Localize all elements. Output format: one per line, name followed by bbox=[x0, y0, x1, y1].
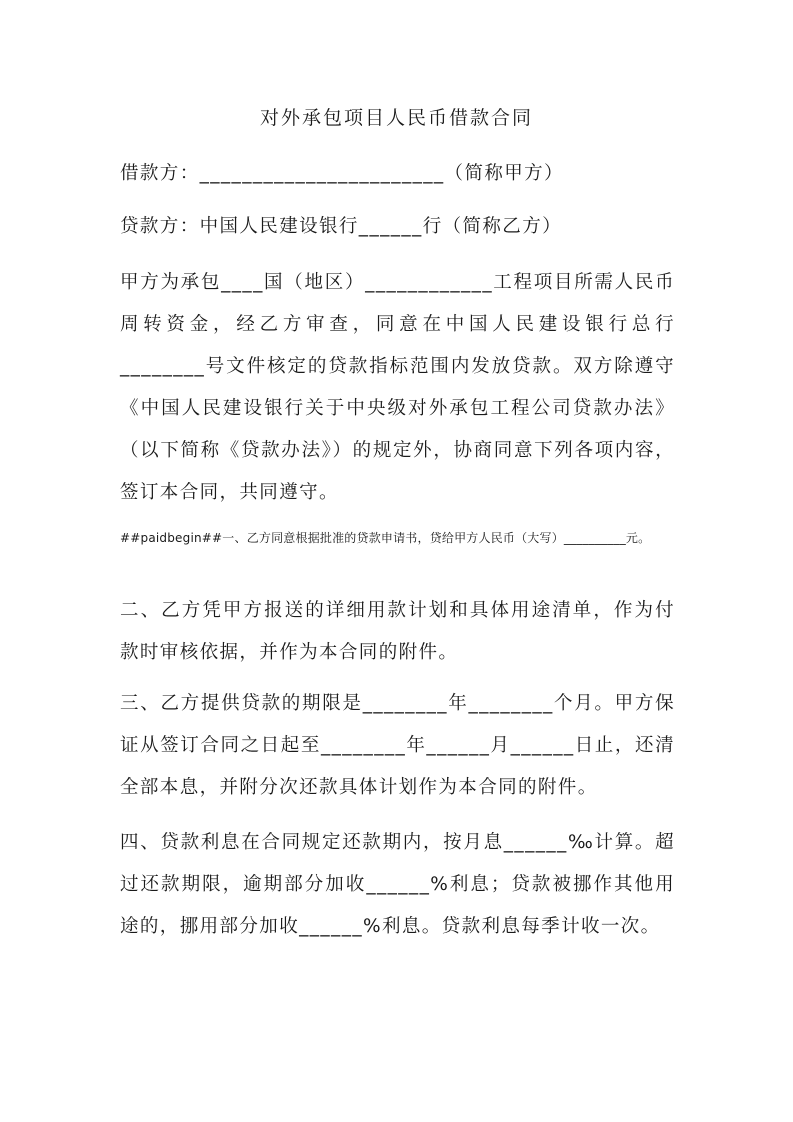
clause-3: 三、乙方提供贷款的期限是________年________个月。甲方保证从签订合同之日起至________年______月______日止，还清全部本息，并附分次还款具体计划作为本合同的附件。 bbox=[120, 693, 675, 798]
clause-1: ##paidbegin##一、乙方同意根据批准的贷款申请书，贷给甲方人民币（大写）__________元。 bbox=[120, 531, 651, 545]
preamble-paragraph: 甲方为承包____国（地区）____________工程项目所需人民币周转资金，经乙方审查，同意在中国人民建设银行总行________号文件核定的贷款指标范围内发放贷款。双方除遵守《中国人民建设银行关于中央级对外承包工程公司贷款办法》（以下简称《贷款办法》）的规定外，协商同意下列各项内容，签订本合同，共同遵守。 bbox=[120, 272, 675, 503]
clause-2: 二、乙方凭甲方报送的详细用款计划和具体用途清单，作为付款时审核依据，并作为本合同的附件。 bbox=[120, 600, 675, 663]
clause-4: 四、贷款利息在合同规定还款期内，按月息______‰计算。超过还款期限，逾期部分加收______%利息；贷款被挪作其他用途的，挪用部分加收______%利息。贷款利息每季计收一次。 bbox=[120, 832, 675, 937]
lender-line: 贷款方：中国人民建设银行______行（简称乙方） bbox=[120, 216, 563, 237]
document-title: 对外承包项目人民币借款合同 bbox=[259, 107, 533, 129]
borrower-line: 借款方：_______________________（简称甲方） bbox=[120, 163, 564, 184]
